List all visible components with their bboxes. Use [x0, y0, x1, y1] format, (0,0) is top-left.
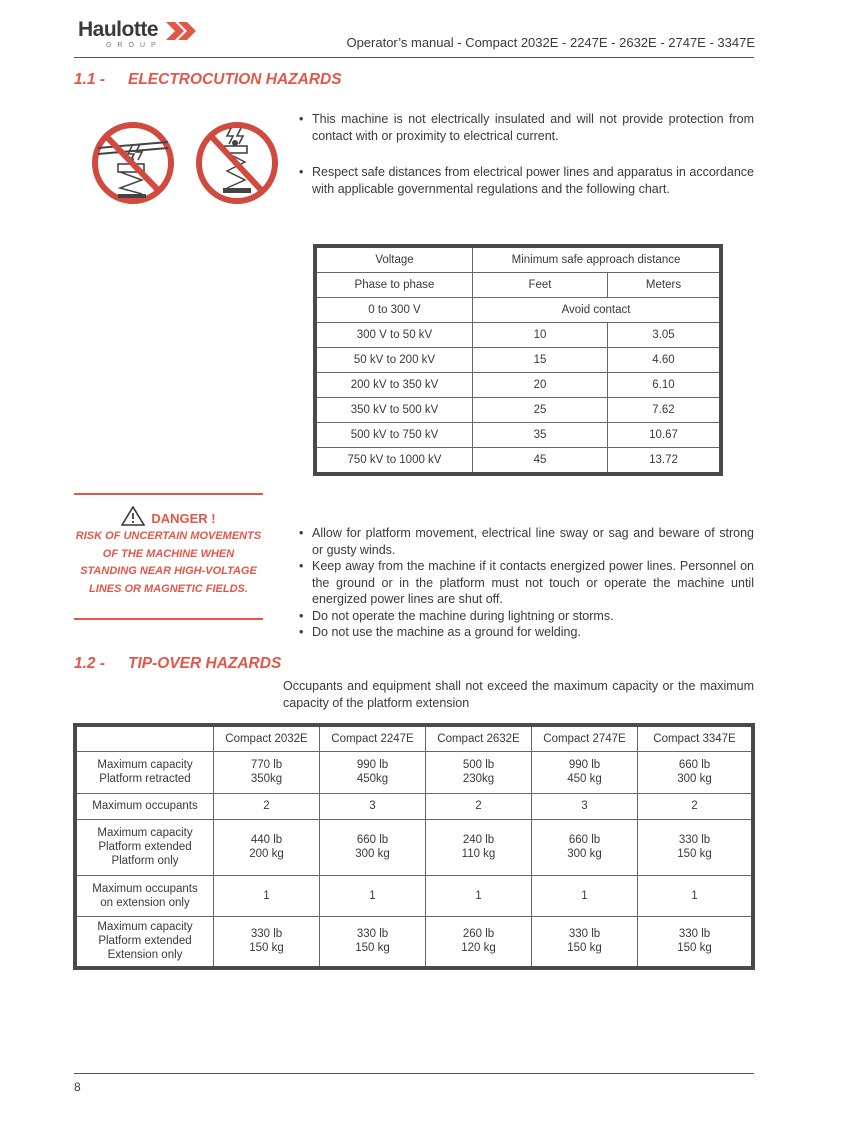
table-cell: 330 lb 150 kg: [214, 916, 320, 968]
table-cell: 1: [214, 875, 320, 916]
table-cell: 45: [473, 448, 608, 475]
table-header-cell: [75, 725, 214, 751]
bullet-item: • Respect safe distances from electrical power lines and apparatus in accordance with applicable governmental regulations and the following chart.: [299, 164, 754, 197]
table-row: [315, 298, 721, 323]
section-title: TIP-OVER HAZARDS: [128, 655, 282, 672]
table-cell: 1: [532, 875, 638, 916]
footer-divider: [74, 1073, 754, 1074]
table-cell: 330 lb 150 kg: [638, 916, 754, 968]
table-header-cell: Meters: [608, 273, 722, 298]
table-cell: 990 lb 450kg: [320, 751, 426, 793]
table-cell: 2: [426, 793, 532, 819]
table-row: [315, 323, 721, 348]
table-cell: 330 lb 150 kg: [320, 916, 426, 968]
table-cell: 440 lb 200 kg: [214, 820, 320, 876]
section-title: ELECTROCUTION HAZARDS: [128, 71, 342, 88]
bullet-item: • This machine is not electrically insulated and will not provide protection from contact with or proximity to electrical current.: [299, 111, 754, 144]
section-heading-tip-over: [74, 655, 281, 673]
section-heading-electrocution: [74, 71, 342, 89]
table-cell: 1: [320, 875, 426, 916]
table-header-cell: Minimum safe approach distance: [473, 246, 722, 273]
table-row: [75, 751, 753, 793]
table-cell: 500 lb 230kg: [426, 751, 532, 793]
table-cell: 13.72: [608, 448, 722, 475]
danger-heading: [74, 506, 263, 526]
table-cell: 20: [473, 373, 608, 398]
table-header-cell: Voltage: [315, 246, 473, 273]
table-row: [75, 820, 753, 876]
table-cell: 500 kV to 750 kV: [315, 423, 473, 448]
table-cell: 3: [320, 793, 426, 819]
table-row: [315, 398, 721, 423]
table-cell: 330 lb 150 kg: [638, 820, 754, 876]
table-cell: 6.10: [608, 373, 722, 398]
bullet-item: • Allow for platform movement, electrical line sway or sag and beware of strong or gusty winds.: [299, 525, 754, 558]
bullet-item: • Do not use the machine as a ground for welding.: [299, 624, 754, 641]
table-header-cell: Phase to phase: [315, 273, 473, 298]
table-cell: 990 lb 450 kg: [532, 751, 638, 793]
row-label: Maximum capacity Platform extended Platform only: [75, 820, 214, 876]
table-header-cell: Compact 2747E: [532, 725, 638, 751]
table-cell: 330 lb 150 kg: [532, 916, 638, 968]
bullet-item: • Do not operate the machine during lightning or storms.: [299, 608, 754, 625]
table-row: [315, 373, 721, 398]
table-row: [315, 423, 721, 448]
manual-title: Operator’s manual - Compact 2032E - 2247E - 2632E - 2747E - 3347E: [346, 35, 755, 50]
table-cell: 260 lb 120 kg: [426, 916, 532, 968]
table-row: [315, 348, 721, 373]
logo-chevron-icon: [166, 20, 202, 42]
table-cell: 3: [532, 793, 638, 819]
capacity-table: [73, 723, 755, 970]
table-cell: 35: [473, 423, 608, 448]
table-header-cell: Compact 2247E: [320, 725, 426, 751]
table-cell: 200 kV to 350 kV: [315, 373, 473, 398]
table-cell: 660 lb 300 kg: [320, 820, 426, 876]
table-cell: 300 V to 50 kV: [315, 323, 473, 348]
table-header-cell: Compact 2632E: [426, 725, 532, 751]
table-cell: 2: [214, 793, 320, 819]
table-row: [75, 875, 753, 916]
bullet-item: • Keep away from the machine if it contacts energized power lines. Personnel on the ground or in the platform must not touch or operate the machine until energized power lines are shut off.: [299, 558, 754, 608]
table-row: [75, 916, 753, 968]
table-row: [75, 793, 753, 819]
table-cell: Avoid contact: [473, 298, 722, 323]
section-number: 1.2 -: [74, 655, 106, 672]
table-cell: 10: [473, 323, 608, 348]
logo-group-text: GROUP: [106, 42, 162, 49]
row-label: Maximum occupants: [75, 793, 214, 819]
table-cell: 660 lb 300 kg: [532, 820, 638, 876]
row-label: Maximum capacity Platform extended Extension only: [75, 916, 214, 968]
danger-title: DANGER !: [151, 511, 216, 526]
warning-triangle-icon: [121, 506, 145, 526]
row-label: Maximum capacity Platform retracted: [75, 751, 214, 793]
table-cell: 1: [426, 875, 532, 916]
table-header-cell: Compact 3347E: [638, 725, 754, 751]
header-divider: [74, 57, 754, 58]
electrical-insulation-bullets: [299, 111, 754, 197]
table-cell: 7.62: [608, 398, 722, 423]
table-cell: 660 lb 300 kg: [638, 751, 754, 793]
table-cell: 4.60: [608, 348, 722, 373]
page-number: 8: [74, 1080, 81, 1094]
table-cell: 0 to 300 V: [315, 298, 473, 323]
row-label: Maximum occupants on extension only: [75, 875, 214, 916]
table-cell: 750 kV to 1000 kV: [315, 448, 473, 475]
table-cell: 2: [638, 793, 754, 819]
logo-wordmark: Haulotte: [78, 18, 158, 41]
table-header-cell: Compact 2032E: [214, 725, 320, 751]
table-cell: 240 lb 110 kg: [426, 820, 532, 876]
haulotte-logo: [78, 18, 208, 54]
section-number: 1.1 -: [74, 71, 106, 88]
danger-callout: [74, 493, 263, 620]
power-line-bullets: [299, 525, 754, 641]
danger-text: RISK OF UNCERTAIN MOVEMENTS OF THE MACHINE WHEN STANDING NEAR HIGH-VOLTAGE LINES OR MAGNETIC FIELDS.: [75, 530, 262, 595]
table-cell: 15: [473, 348, 608, 373]
table-cell: 25: [473, 398, 608, 423]
no-electrical-contact-pictogram-icon: [88, 120, 178, 206]
table-header-cell: Feet: [473, 273, 608, 298]
table-cell: 1: [638, 875, 754, 916]
table-cell: 350 kV to 500 kV: [315, 398, 473, 423]
no-lightning-operation-pictogram-icon: [195, 120, 279, 206]
table-cell: 3.05: [608, 323, 722, 348]
capacity-intro: Occupants and equipment shall not exceed the maximum capacity or the maximum capacity of the platform extension: [283, 679, 754, 710]
table-cell: 50 kV to 200 kV: [315, 348, 473, 373]
table-cell: 770 lb 350kg: [214, 751, 320, 793]
table-cell: 10.67: [608, 423, 722, 448]
safe-distance-table: [313, 244, 723, 476]
table-row: [315, 448, 721, 475]
